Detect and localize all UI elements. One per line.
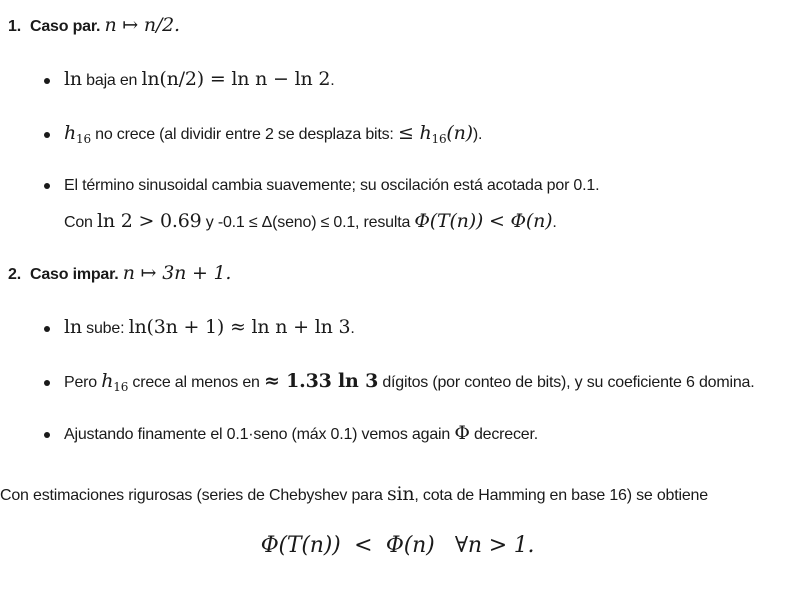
bullet-dot xyxy=(44,183,50,189)
bullet-pre: Ajustando finamente el 0.1·seno (máx 0.1) vemos again xyxy=(64,426,455,443)
item-1-bullet-3-line-2 xyxy=(64,210,557,232)
item-2-heading xyxy=(8,262,231,284)
formula-text: Φ(T(n)) < Φ(n) ∀n > 1. xyxy=(260,533,535,558)
conclusion-text xyxy=(0,483,708,505)
bullet-math: ln(n/2) = ln n − ln 2 xyxy=(141,68,331,90)
item-1-heading xyxy=(8,14,180,36)
bullet-lead-math: ln xyxy=(64,316,82,338)
bullet-tail: dígitos (por conteo de bits), y su coeficiente 6 domina. xyxy=(378,374,755,391)
bullet-lead-sub: 16 xyxy=(76,132,91,146)
conclusion-math: sin xyxy=(386,483,415,505)
bullet-dot xyxy=(44,78,50,84)
bullet-line2-math: ln 2 > 0.69 xyxy=(97,210,202,232)
bullet-tail: . xyxy=(330,72,335,89)
bullet-text: crece al menos en xyxy=(128,374,264,391)
bullet-math: ≤ h xyxy=(397,122,432,144)
bullet-math2: (n) xyxy=(446,122,473,144)
item-1-title: Caso par. xyxy=(30,18,101,35)
display-formula xyxy=(0,533,795,558)
bullet-math-sub: 16 xyxy=(431,132,447,146)
item-1-number: 1. xyxy=(8,18,21,35)
conclusion-pre: Con estimaciones rigurosas (series de Chebyshev para xyxy=(0,487,387,504)
item-2-bullet-1 xyxy=(44,316,355,338)
bullet-math: Φ xyxy=(454,422,470,444)
bullet-line2-tail: . xyxy=(552,214,557,231)
item-1-bullet-1 xyxy=(44,68,334,90)
item-2-title: Caso impar. xyxy=(30,266,119,283)
bullet-dot xyxy=(44,380,50,386)
item-1-title-math: n ↦ n/2. xyxy=(104,14,180,36)
bullet-lead-math: h xyxy=(64,122,77,144)
bullet-dot xyxy=(44,326,50,332)
item-2-bullet-2 xyxy=(44,370,754,394)
item-2-number: 2. xyxy=(8,266,21,283)
bullet-math-bold: ≈ 1.33 ln 3 xyxy=(264,370,379,392)
bullet-dot xyxy=(44,432,50,438)
bullet-tail: decrecer. xyxy=(469,426,538,443)
bullet-math-sub: 16 xyxy=(113,380,129,394)
bullet-lead-math: ln xyxy=(64,68,82,90)
bullet-dot xyxy=(44,132,50,138)
item-2-bullet-3 xyxy=(44,422,538,444)
bullet-line2-mid: y -0.1 ≤ Δ(seno) ≤ 0.1, resulta xyxy=(201,214,415,231)
item-2-title-math: n ↦ 3n + 1. xyxy=(122,262,232,284)
bullet-math: ln(3n + 1) ≈ ln n + ln 3 xyxy=(128,316,351,338)
bullet-text: baja en xyxy=(81,72,142,89)
bullet-line2-pre: Con xyxy=(64,214,97,231)
bullet-text: no crece (al dividir entre 2 se desplaza bits: xyxy=(90,126,398,143)
item-1-bullet-2 xyxy=(44,122,482,146)
bullet-tail: . xyxy=(350,320,355,337)
bullet-text: sube: xyxy=(81,320,129,337)
bullet-line2-math2: Φ(T(n)) < Φ(n) xyxy=(414,210,553,232)
item-1-bullet-3 xyxy=(44,177,599,195)
bullet-text: El término sinusoidal cambia suavemente; su oscilación está acotada por 0.1. xyxy=(64,177,600,194)
conclusion-tail: , cota de Hamming en base 16) se obtiene xyxy=(414,487,708,504)
bullet-tail: ). xyxy=(472,126,483,143)
bullet-math: h xyxy=(101,370,114,392)
bullet-pre: Pero xyxy=(64,374,102,391)
